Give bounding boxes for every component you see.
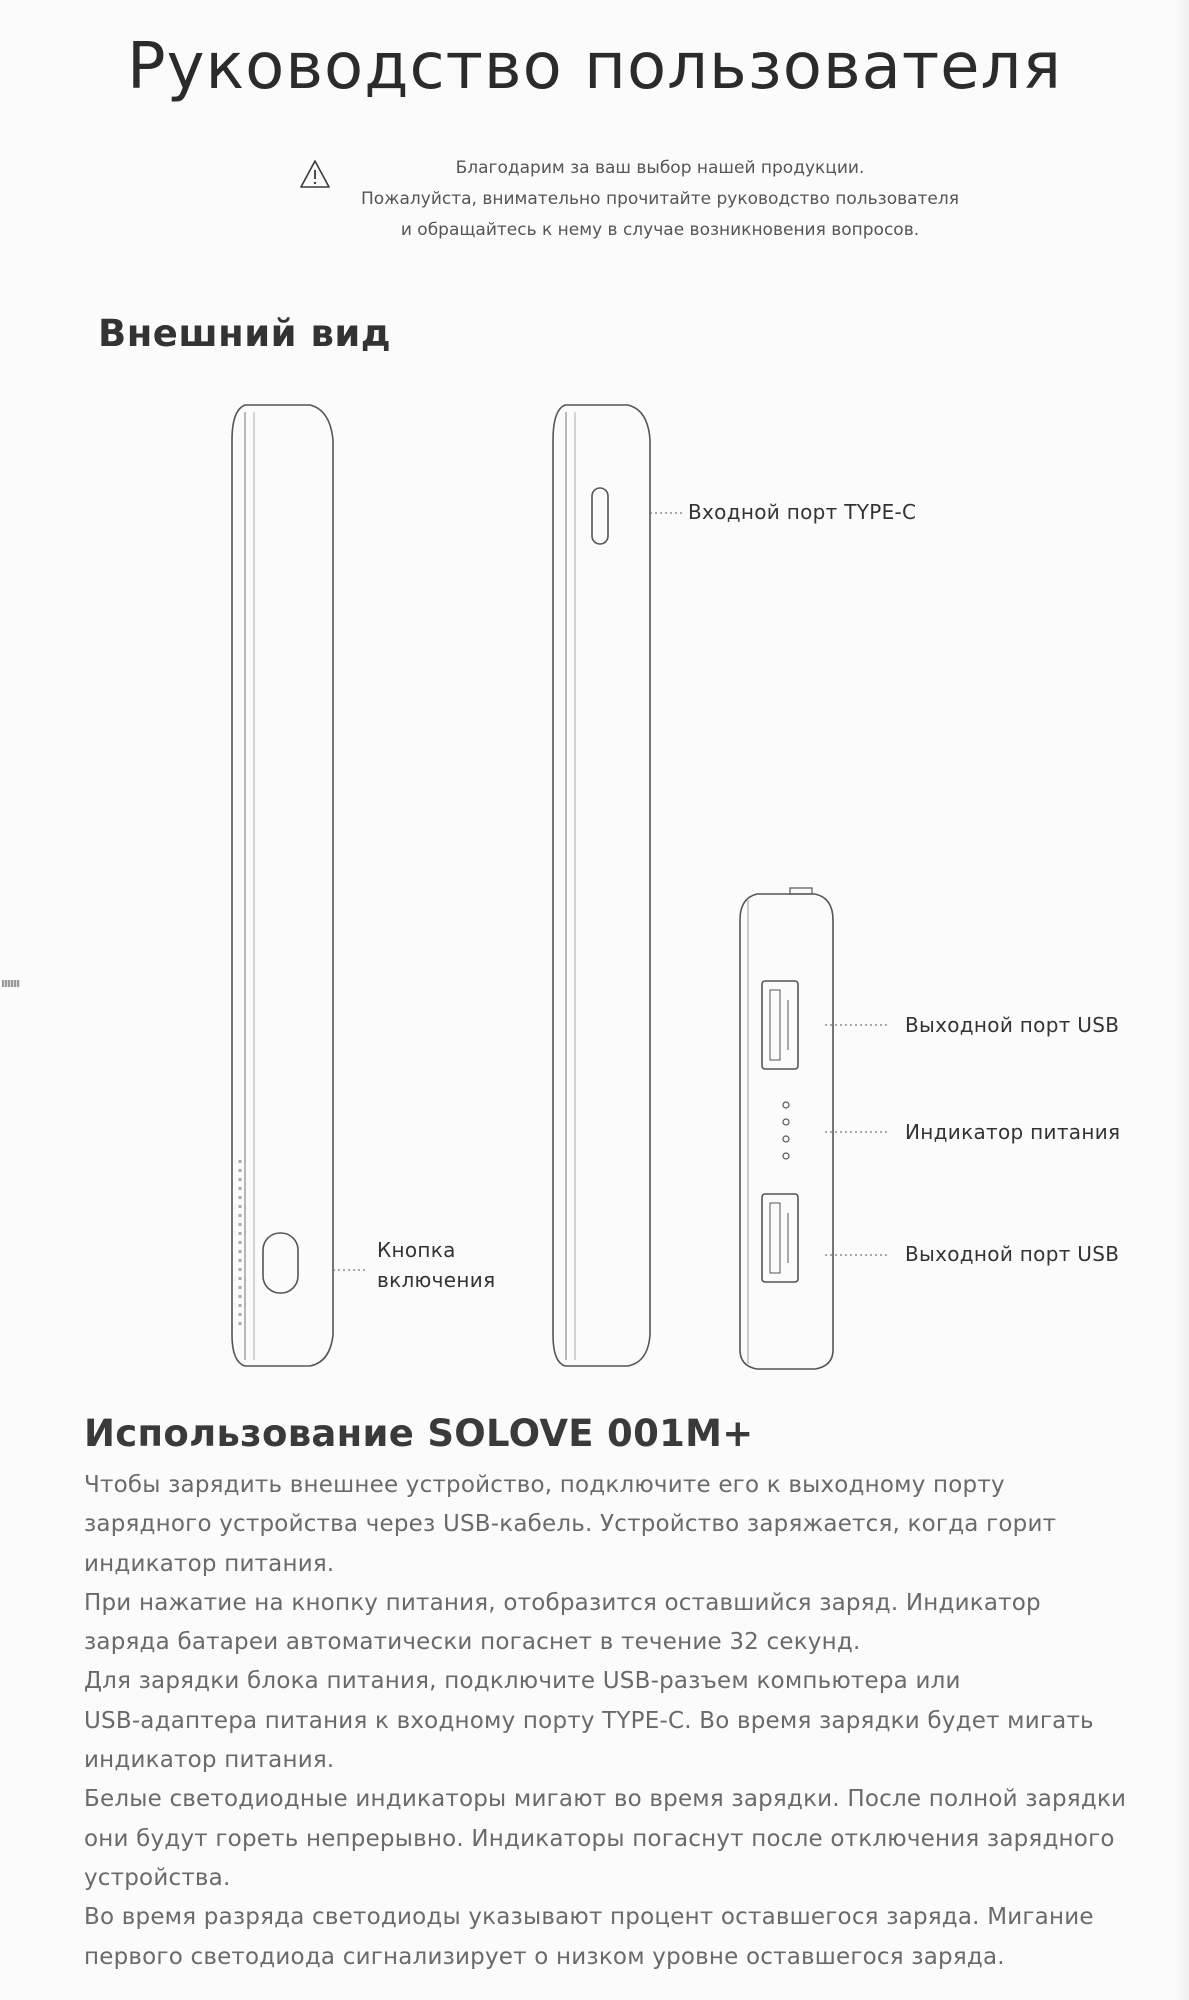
power-button-icon (263, 1233, 298, 1293)
device-end-view (740, 888, 833, 1369)
usage-line: При нажатие на кнопку питания, отобразится оставшийся заряд. Индикатор (84, 1589, 1041, 1616)
type-c-port-icon (592, 488, 608, 544)
usage-line: устройства. (84, 1864, 231, 1891)
intro-line: Благодарим за ваш выбор нашей продукции. (455, 158, 865, 178)
label-power-button-line2: включения (377, 1268, 496, 1292)
usage-line: Во время разряда светодиоды указывают процент оставшегося заряда. Мигание (84, 1904, 1094, 1931)
usage-line: USB-адаптера питания к входному порту TYPE-C. Во время зарядки будет мигать (84, 1707, 1094, 1734)
usage-heading: Использование SOLOVE 001M+ (84, 1412, 754, 1455)
indicator-led-icon (783, 1119, 789, 1125)
intro-line: Пожалуйста, внимательно прочитайте руководство пользователя (361, 189, 959, 209)
usage-line: Для зарядки блока питания, подключите USB-разъем компьютера или (84, 1668, 961, 1695)
appearance-heading: Внешний вид (98, 312, 392, 355)
indicator-led-icon (783, 1153, 789, 1159)
usage-line: они будут гореть непрерывно. Индикаторы погаснут после отключения зарядного (84, 1825, 1115, 1852)
usage-line: Чтобы зарядить внешнее устройство, подключите его к выходному порту (84, 1472, 1005, 1498)
usage-line: заряда батареи автоматически погаснет в течение 32 секунд. (84, 1629, 861, 1656)
usage-line: зарядного устройства через USB-кабель. Устройство заряжается, когда горит (84, 1511, 1057, 1538)
indicator-led-icon (783, 1136, 789, 1142)
device-typec-view (553, 405, 650, 1366)
label-type-c-port: Входной порт TYPE-C (688, 500, 917, 524)
usage-line: индикатор питания. (84, 1747, 335, 1774)
label-usb-output-top: Выходной порт USB (905, 1013, 1120, 1037)
indicator-led-icon (783, 1102, 789, 1108)
label-power-button-line1: Кнопка (377, 1238, 456, 1262)
usage-line: индикатор питания. (84, 1550, 335, 1577)
label-usb-output-bottom: Выходной порт USB (905, 1242, 1120, 1266)
label-power-indicator: Индикатор питания (905, 1120, 1121, 1144)
page-title: Руководство пользователя (127, 30, 1062, 104)
intro-line: и обращайтесь к нему в случае возникновения вопросов. (400, 220, 920, 240)
usage-line: первого светодиода сигнализирует о низком уровне оставшегося заряда. (84, 1943, 1005, 1970)
usage-instructions (84, 1466, 1144, 1977)
device-side-view (232, 405, 333, 1366)
usage-line: Белые светодиодные индикаторы мигают во время зарядки. После полной зарядки (84, 1786, 1127, 1813)
